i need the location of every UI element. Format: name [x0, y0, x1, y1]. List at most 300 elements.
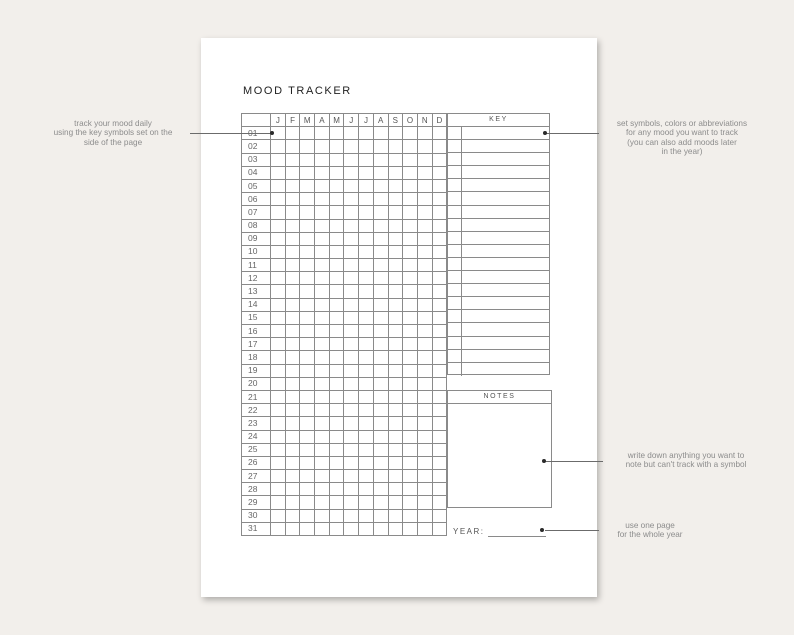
- mood-cell[interactable]: [271, 245, 286, 258]
- key-symbol-cell[interactable]: [448, 350, 462, 362]
- mood-cell[interactable]: [403, 364, 418, 377]
- key-symbol-cell[interactable]: [448, 310, 462, 322]
- mood-cell[interactable]: [315, 259, 330, 272]
- mood-cell[interactable]: [432, 127, 447, 140]
- mood-cell[interactable]: [388, 259, 403, 272]
- mood-cell[interactable]: [359, 127, 374, 140]
- key-row[interactable]: [448, 127, 549, 140]
- mood-cell[interactable]: [388, 298, 403, 311]
- mood-cell[interactable]: [344, 166, 359, 179]
- mood-cell[interactable]: [271, 166, 286, 179]
- mood-cell[interactable]: [315, 404, 330, 417]
- mood-cell[interactable]: [344, 219, 359, 232]
- mood-cell[interactable]: [417, 127, 432, 140]
- mood-cell[interactable]: [359, 509, 374, 522]
- mood-cell[interactable]: [432, 206, 447, 219]
- mood-cell[interactable]: [344, 298, 359, 311]
- mood-cell[interactable]: [315, 232, 330, 245]
- mood-cell[interactable]: [285, 127, 300, 140]
- mood-cell[interactable]: [271, 351, 286, 364]
- mood-cell[interactable]: [344, 364, 359, 377]
- mood-cell[interactable]: [285, 430, 300, 443]
- mood-cell[interactable]: [359, 166, 374, 179]
- mood-cell[interactable]: [271, 417, 286, 430]
- mood-cell[interactable]: [417, 298, 432, 311]
- mood-cell[interactable]: [359, 443, 374, 456]
- mood-cell[interactable]: [417, 219, 432, 232]
- mood-cell[interactable]: [300, 522, 315, 535]
- mood-cell[interactable]: [329, 232, 344, 245]
- mood-cell[interactable]: [388, 351, 403, 364]
- mood-cell[interactable]: [315, 206, 330, 219]
- mood-cell[interactable]: [432, 404, 447, 417]
- mood-cell[interactable]: [417, 496, 432, 509]
- mood-cell[interactable]: [300, 496, 315, 509]
- mood-cell[interactable]: [271, 232, 286, 245]
- key-row[interactable]: [448, 140, 549, 153]
- mood-cell[interactable]: [432, 166, 447, 179]
- mood-cell[interactable]: [285, 325, 300, 338]
- mood-cell[interactable]: [403, 390, 418, 403]
- mood-cell[interactable]: [417, 193, 432, 206]
- mood-cell[interactable]: [315, 193, 330, 206]
- mood-cell[interactable]: [388, 364, 403, 377]
- mood-cell[interactable]: [344, 417, 359, 430]
- mood-cell[interactable]: [285, 272, 300, 285]
- key-row[interactable]: [448, 271, 549, 284]
- key-symbol-cell[interactable]: [448, 166, 462, 178]
- mood-cell[interactable]: [432, 390, 447, 403]
- mood-cell[interactable]: [417, 153, 432, 166]
- mood-cell[interactable]: [285, 496, 300, 509]
- mood-cell[interactable]: [271, 219, 286, 232]
- mood-cell[interactable]: [271, 456, 286, 469]
- mood-cell[interactable]: [432, 285, 447, 298]
- mood-cell[interactable]: [359, 470, 374, 483]
- mood-cell[interactable]: [285, 522, 300, 535]
- mood-cell[interactable]: [285, 470, 300, 483]
- mood-cell[interactable]: [271, 443, 286, 456]
- mood-cell[interactable]: [359, 325, 374, 338]
- mood-cell[interactable]: [417, 430, 432, 443]
- mood-cell[interactable]: [329, 404, 344, 417]
- mood-cell[interactable]: [432, 245, 447, 258]
- mood-cell[interactable]: [300, 377, 315, 390]
- mood-cell[interactable]: [271, 285, 286, 298]
- mood-cell[interactable]: [344, 430, 359, 443]
- mood-cell[interactable]: [329, 496, 344, 509]
- mood-cell[interactable]: [373, 509, 388, 522]
- mood-cell[interactable]: [285, 232, 300, 245]
- mood-cell[interactable]: [315, 285, 330, 298]
- mood-cell[interactable]: [315, 509, 330, 522]
- mood-cell[interactable]: [403, 311, 418, 324]
- mood-cell[interactable]: [388, 417, 403, 430]
- mood-cell[interactable]: [432, 153, 447, 166]
- key-symbol-cell[interactable]: [448, 179, 462, 191]
- mood-cell[interactable]: [417, 325, 432, 338]
- mood-cell[interactable]: [388, 245, 403, 258]
- mood-cell[interactable]: [359, 206, 374, 219]
- mood-cell[interactable]: [417, 338, 432, 351]
- mood-cell[interactable]: [271, 206, 286, 219]
- mood-cell[interactable]: [373, 417, 388, 430]
- mood-cell[interactable]: [432, 364, 447, 377]
- mood-cell[interactable]: [403, 193, 418, 206]
- mood-cell[interactable]: [285, 364, 300, 377]
- mood-cell[interactable]: [315, 338, 330, 351]
- mood-cell[interactable]: [329, 390, 344, 403]
- key-symbol-cell[interactable]: [448, 219, 462, 231]
- key-row[interactable]: [448, 166, 549, 179]
- mood-cell[interactable]: [285, 153, 300, 166]
- mood-cell[interactable]: [329, 311, 344, 324]
- mood-cell[interactable]: [403, 417, 418, 430]
- mood-cell[interactable]: [403, 496, 418, 509]
- mood-cell[interactable]: [388, 522, 403, 535]
- mood-cell[interactable]: [271, 179, 286, 192]
- mood-cell[interactable]: [373, 496, 388, 509]
- mood-cell[interactable]: [285, 259, 300, 272]
- mood-cell[interactable]: [432, 351, 447, 364]
- mood-cell[interactable]: [403, 338, 418, 351]
- mood-cell[interactable]: [388, 179, 403, 192]
- mood-cell[interactable]: [388, 206, 403, 219]
- mood-cell[interactable]: [344, 443, 359, 456]
- mood-cell[interactable]: [373, 456, 388, 469]
- mood-cell[interactable]: [388, 311, 403, 324]
- mood-cell[interactable]: [417, 522, 432, 535]
- mood-cell[interactable]: [344, 206, 359, 219]
- mood-cell[interactable]: [388, 153, 403, 166]
- mood-cell[interactable]: [403, 272, 418, 285]
- mood-cell[interactable]: [300, 206, 315, 219]
- mood-cell[interactable]: [329, 285, 344, 298]
- mood-cell[interactable]: [300, 483, 315, 496]
- mood-cell[interactable]: [300, 272, 315, 285]
- mood-cell[interactable]: [417, 443, 432, 456]
- mood-cell[interactable]: [359, 390, 374, 403]
- mood-cell[interactable]: [373, 206, 388, 219]
- key-symbol-cell[interactable]: [448, 258, 462, 270]
- mood-cell[interactable]: [329, 470, 344, 483]
- mood-cell[interactable]: [344, 285, 359, 298]
- mood-cell[interactable]: [329, 430, 344, 443]
- mood-cell[interactable]: [300, 390, 315, 403]
- mood-cell[interactable]: [271, 470, 286, 483]
- mood-cell[interactable]: [373, 430, 388, 443]
- mood-cell[interactable]: [388, 404, 403, 417]
- mood-cell[interactable]: [373, 351, 388, 364]
- mood-cell[interactable]: [271, 153, 286, 166]
- mood-cell[interactable]: [373, 338, 388, 351]
- mood-cell[interactable]: [300, 351, 315, 364]
- mood-cell[interactable]: [344, 127, 359, 140]
- mood-cell[interactable]: [300, 338, 315, 351]
- mood-cell[interactable]: [329, 351, 344, 364]
- mood-cell[interactable]: [373, 390, 388, 403]
- mood-cell[interactable]: [432, 470, 447, 483]
- mood-cell[interactable]: [300, 443, 315, 456]
- mood-cell[interactable]: [300, 245, 315, 258]
- mood-cell[interactable]: [403, 509, 418, 522]
- mood-cell[interactable]: [300, 470, 315, 483]
- mood-cell[interactable]: [300, 166, 315, 179]
- mood-cell[interactable]: [388, 338, 403, 351]
- mood-cell[interactable]: [285, 193, 300, 206]
- mood-cell[interactable]: [403, 456, 418, 469]
- key-symbol-cell[interactable]: [448, 140, 462, 152]
- mood-cell[interactable]: [417, 206, 432, 219]
- mood-cell[interactable]: [373, 325, 388, 338]
- mood-cell[interactable]: [432, 325, 447, 338]
- mood-cell[interactable]: [417, 179, 432, 192]
- mood-cell[interactable]: [373, 219, 388, 232]
- mood-cell[interactable]: [344, 232, 359, 245]
- mood-cell[interactable]: [285, 456, 300, 469]
- mood-cell[interactable]: [359, 404, 374, 417]
- mood-cell[interactable]: [403, 232, 418, 245]
- mood-cell[interactable]: [403, 285, 418, 298]
- mood-cell[interactable]: [417, 351, 432, 364]
- mood-cell[interactable]: [373, 259, 388, 272]
- mood-cell[interactable]: [315, 311, 330, 324]
- mood-cell[interactable]: [388, 430, 403, 443]
- mood-cell[interactable]: [344, 325, 359, 338]
- mood-cell[interactable]: [373, 140, 388, 153]
- mood-cell[interactable]: [300, 311, 315, 324]
- mood-cell[interactable]: [388, 443, 403, 456]
- mood-cell[interactable]: [344, 377, 359, 390]
- mood-cell[interactable]: [285, 509, 300, 522]
- mood-cell[interactable]: [315, 364, 330, 377]
- mood-cell[interactable]: [300, 417, 315, 430]
- mood-cell[interactable]: [329, 272, 344, 285]
- mood-cell[interactable]: [417, 364, 432, 377]
- mood-cell[interactable]: [359, 153, 374, 166]
- mood-cell[interactable]: [403, 430, 418, 443]
- mood-cell[interactable]: [315, 456, 330, 469]
- mood-cell[interactable]: [432, 259, 447, 272]
- mood-cell[interactable]: [285, 140, 300, 153]
- key-row[interactable]: [448, 258, 549, 271]
- mood-cell[interactable]: [359, 298, 374, 311]
- mood-cell[interactable]: [271, 496, 286, 509]
- key-row[interactable]: [448, 153, 549, 166]
- mood-cell[interactable]: [359, 272, 374, 285]
- key-symbol-cell[interactable]: [448, 323, 462, 335]
- key-row[interactable]: [448, 297, 549, 310]
- mood-cell[interactable]: [373, 311, 388, 324]
- mood-cell[interactable]: [315, 443, 330, 456]
- mood-cell[interactable]: [432, 219, 447, 232]
- mood-cell[interactable]: [359, 232, 374, 245]
- mood-cell[interactable]: [344, 470, 359, 483]
- mood-cell[interactable]: [373, 193, 388, 206]
- mood-cell[interactable]: [417, 245, 432, 258]
- mood-cell[interactable]: [315, 470, 330, 483]
- mood-cell[interactable]: [403, 127, 418, 140]
- mood-cell[interactable]: [344, 496, 359, 509]
- mood-cell[interactable]: [329, 206, 344, 219]
- mood-cell[interactable]: [359, 311, 374, 324]
- mood-cell[interactable]: [285, 298, 300, 311]
- key-row[interactable]: [448, 310, 549, 323]
- mood-cell[interactable]: [417, 509, 432, 522]
- mood-cell[interactable]: [359, 364, 374, 377]
- mood-cell[interactable]: [403, 470, 418, 483]
- mood-cell[interactable]: [315, 219, 330, 232]
- mood-cell[interactable]: [417, 470, 432, 483]
- key-row[interactable]: [448, 323, 549, 336]
- key-symbol-cell[interactable]: [448, 192, 462, 204]
- mood-cell[interactable]: [271, 298, 286, 311]
- mood-cell[interactable]: [329, 140, 344, 153]
- key-symbol-cell[interactable]: [448, 271, 462, 283]
- mood-cell[interactable]: [373, 232, 388, 245]
- mood-cell[interactable]: [300, 456, 315, 469]
- mood-cell[interactable]: [417, 259, 432, 272]
- mood-cell[interactable]: [388, 232, 403, 245]
- mood-cell[interactable]: [417, 272, 432, 285]
- mood-cell[interactable]: [285, 404, 300, 417]
- mood-cell[interactable]: [373, 522, 388, 535]
- mood-cell[interactable]: [417, 285, 432, 298]
- mood-cell[interactable]: [329, 443, 344, 456]
- mood-cell[interactable]: [417, 311, 432, 324]
- key-symbol-cell[interactable]: [448, 297, 462, 309]
- mood-cell[interactable]: [373, 470, 388, 483]
- key-row[interactable]: [448, 284, 549, 297]
- mood-cell[interactable]: [403, 483, 418, 496]
- mood-cell[interactable]: [388, 470, 403, 483]
- mood-cell[interactable]: [344, 483, 359, 496]
- mood-cell[interactable]: [388, 390, 403, 403]
- mood-cell[interactable]: [329, 522, 344, 535]
- mood-cell[interactable]: [359, 179, 374, 192]
- mood-cell[interactable]: [388, 219, 403, 232]
- mood-cell[interactable]: [373, 443, 388, 456]
- mood-cell[interactable]: [271, 259, 286, 272]
- mood-cell[interactable]: [300, 127, 315, 140]
- mood-cell[interactable]: [329, 166, 344, 179]
- mood-cell[interactable]: [432, 179, 447, 192]
- mood-cell[interactable]: [344, 404, 359, 417]
- mood-cell[interactable]: [432, 377, 447, 390]
- mood-cell[interactable]: [432, 417, 447, 430]
- mood-cell[interactable]: [388, 140, 403, 153]
- mood-cell[interactable]: [432, 456, 447, 469]
- mood-cell[interactable]: [300, 153, 315, 166]
- mood-cell[interactable]: [329, 456, 344, 469]
- mood-cell[interactable]: [417, 232, 432, 245]
- mood-cell[interactable]: [271, 522, 286, 535]
- mood-cell[interactable]: [344, 311, 359, 324]
- mood-cell[interactable]: [388, 127, 403, 140]
- mood-cell[interactable]: [359, 219, 374, 232]
- mood-cell[interactable]: [271, 509, 286, 522]
- mood-cell[interactable]: [403, 259, 418, 272]
- mood-cell[interactable]: [344, 338, 359, 351]
- mood-cell[interactable]: [271, 140, 286, 153]
- mood-cell[interactable]: [432, 430, 447, 443]
- mood-cell[interactable]: [373, 179, 388, 192]
- mood-cell[interactable]: [271, 272, 286, 285]
- mood-cell[interactable]: [403, 140, 418, 153]
- mood-cell[interactable]: [403, 179, 418, 192]
- mood-cell[interactable]: [344, 179, 359, 192]
- key-symbol-cell[interactable]: [448, 232, 462, 244]
- mood-cell[interactable]: [388, 496, 403, 509]
- mood-cell[interactable]: [315, 496, 330, 509]
- mood-cell[interactable]: [285, 443, 300, 456]
- mood-cell[interactable]: [432, 338, 447, 351]
- mood-cell[interactable]: [388, 166, 403, 179]
- mood-cell[interactable]: [344, 522, 359, 535]
- mood-cell[interactable]: [329, 219, 344, 232]
- mood-cell[interactable]: [417, 417, 432, 430]
- key-row[interactable]: [448, 245, 549, 258]
- mood-cell[interactable]: [271, 364, 286, 377]
- mood-cell[interactable]: [329, 127, 344, 140]
- mood-cell[interactable]: [285, 338, 300, 351]
- mood-cell[interactable]: [344, 153, 359, 166]
- mood-cell[interactable]: [315, 390, 330, 403]
- mood-cell[interactable]: [329, 245, 344, 258]
- mood-cell[interactable]: [373, 245, 388, 258]
- key-symbol-cell[interactable]: [448, 363, 462, 376]
- mood-cell[interactable]: [373, 285, 388, 298]
- mood-cell[interactable]: [315, 325, 330, 338]
- mood-cell[interactable]: [329, 298, 344, 311]
- mood-cell[interactable]: [359, 259, 374, 272]
- mood-cell[interactable]: [329, 325, 344, 338]
- mood-cell[interactable]: [329, 509, 344, 522]
- mood-cell[interactable]: [344, 193, 359, 206]
- mood-cell[interactable]: [417, 166, 432, 179]
- mood-cell[interactable]: [432, 272, 447, 285]
- mood-cell[interactable]: [403, 206, 418, 219]
- mood-cell[interactable]: [432, 193, 447, 206]
- key-symbol-cell[interactable]: [448, 337, 462, 349]
- mood-cell[interactable]: [329, 377, 344, 390]
- mood-cell[interactable]: [300, 364, 315, 377]
- mood-cell[interactable]: [285, 179, 300, 192]
- mood-cell[interactable]: [417, 390, 432, 403]
- mood-cell[interactable]: [403, 166, 418, 179]
- mood-cell[interactable]: [403, 325, 418, 338]
- mood-cell[interactable]: [271, 311, 286, 324]
- mood-cell[interactable]: [271, 390, 286, 403]
- mood-cell[interactable]: [373, 483, 388, 496]
- mood-cell[interactable]: [403, 245, 418, 258]
- mood-cell[interactable]: [344, 272, 359, 285]
- mood-cell[interactable]: [432, 522, 447, 535]
- key-row[interactable]: [448, 350, 549, 363]
- mood-cell[interactable]: [300, 325, 315, 338]
- mood-cell[interactable]: [285, 351, 300, 364]
- mood-cell[interactable]: [373, 298, 388, 311]
- mood-cell[interactable]: [285, 206, 300, 219]
- mood-cell[interactable]: [315, 179, 330, 192]
- mood-cell[interactable]: [315, 298, 330, 311]
- mood-cell[interactable]: [403, 153, 418, 166]
- key-row[interactable]: [448, 206, 549, 219]
- mood-cell[interactable]: [359, 140, 374, 153]
- key-symbol-cell[interactable]: [448, 206, 462, 218]
- mood-cell[interactable]: [315, 140, 330, 153]
- key-symbol-cell[interactable]: [448, 127, 462, 139]
